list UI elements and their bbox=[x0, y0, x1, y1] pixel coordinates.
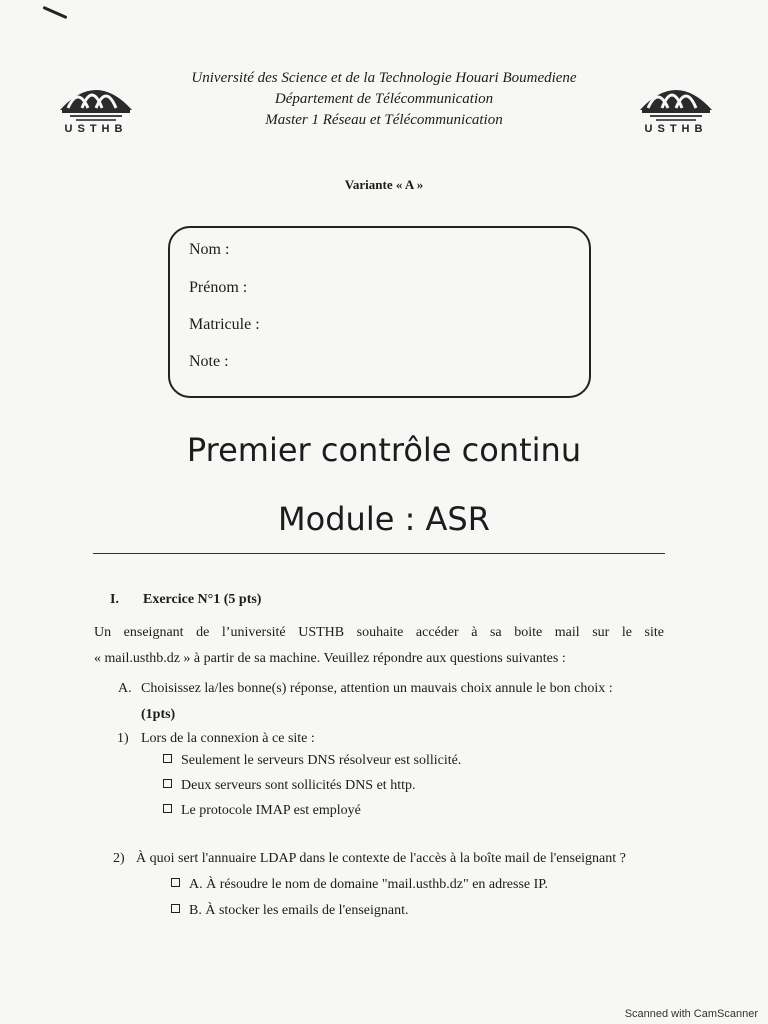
part-a-text: Choisissez la/les bonne(s) réponse, attention un mauvais choix annule le bon choix : bbox=[141, 681, 613, 696]
question-2-number: 2) bbox=[113, 851, 125, 866]
divider bbox=[93, 553, 665, 554]
variant-label: Variante « A » bbox=[344, 177, 424, 192]
choice-text: B. À stocker les emails de l'enseignant. bbox=[189, 903, 409, 918]
field-note: Note : bbox=[189, 353, 229, 370]
scan-mark bbox=[43, 6, 68, 19]
part-a-instruction bbox=[118, 681, 613, 697]
exam-title: Premier contrôle continu bbox=[186, 431, 582, 469]
student-id-box bbox=[168, 226, 591, 398]
choice-text: Le protocole IMAP est employé bbox=[181, 803, 361, 818]
q1-choice-2[interactable] bbox=[163, 778, 415, 794]
scanner-watermark: Scanned with CamScanner bbox=[624, 1008, 758, 1020]
program-name: Master 1 Réseau et Télécommunication bbox=[265, 112, 503, 128]
checkbox-icon[interactable] bbox=[171, 904, 180, 913]
logo-text: USTHB bbox=[64, 123, 128, 135]
field-prenom: Prénom : bbox=[189, 279, 248, 296]
question-1-text: Lors de la connexion à ce site : bbox=[141, 731, 315, 746]
usthb-emblem-icon bbox=[636, 72, 716, 122]
q2-choice-b[interactable] bbox=[171, 903, 408, 919]
usthb-logo-left bbox=[56, 72, 136, 138]
checkbox-icon[interactable] bbox=[163, 779, 172, 788]
checkbox-icon[interactable] bbox=[163, 754, 172, 763]
intro-line-2: « mail.usthb.dz » à partir de sa machine. Veuillez répondre aux questions suivantes : bbox=[94, 651, 566, 666]
field-matricule: Matricule : bbox=[189, 316, 260, 333]
choice-text: A. À résoudre le nom de domaine "mail.usthb.dz" en adresse IP. bbox=[189, 877, 549, 892]
question-2 bbox=[113, 851, 626, 867]
q2-choice-a[interactable] bbox=[171, 877, 548, 893]
exercise-heading bbox=[110, 592, 261, 608]
logo-text: USTHB bbox=[644, 123, 708, 135]
checkbox-icon[interactable] bbox=[163, 804, 172, 813]
usthb-logo-right bbox=[636, 72, 716, 138]
exercise-title: Exercice N°1 (5 pts) bbox=[143, 592, 262, 607]
university-name: Université des Science et de la Technologie Houari Boumediene bbox=[191, 70, 577, 86]
part-a-label: A. bbox=[118, 681, 132, 696]
institution-header bbox=[140, 68, 628, 131]
q1-choice-3[interactable] bbox=[163, 803, 361, 819]
usthb-emblem-icon bbox=[56, 72, 136, 122]
field-nom: Nom : bbox=[189, 241, 230, 258]
q1-choice-1[interactable] bbox=[163, 753, 461, 769]
intro-line-1: Un enseignant de l’université USTHB souhaite accéder à sa boite mail sur le site bbox=[94, 625, 664, 640]
department-name: Département de Télécommunication bbox=[274, 91, 494, 107]
exercise-number: I. bbox=[110, 592, 119, 607]
question-1 bbox=[117, 731, 315, 747]
choice-text: Deux serveurs sont sollicités DNS et http. bbox=[181, 778, 416, 793]
question-2-text: À quoi sert l'annuaire LDAP dans le contexte de l'accès à la boîte mail de l'enseignant ? bbox=[136, 851, 626, 866]
checkbox-icon[interactable] bbox=[171, 878, 180, 887]
module-title: Module : ASR bbox=[278, 500, 490, 538]
part-a-points: (1pts) bbox=[141, 707, 176, 722]
question-1-number: 1) bbox=[117, 731, 129, 746]
choice-text: Seulement le serveurs DNS résolveur est sollicité. bbox=[181, 753, 462, 768]
